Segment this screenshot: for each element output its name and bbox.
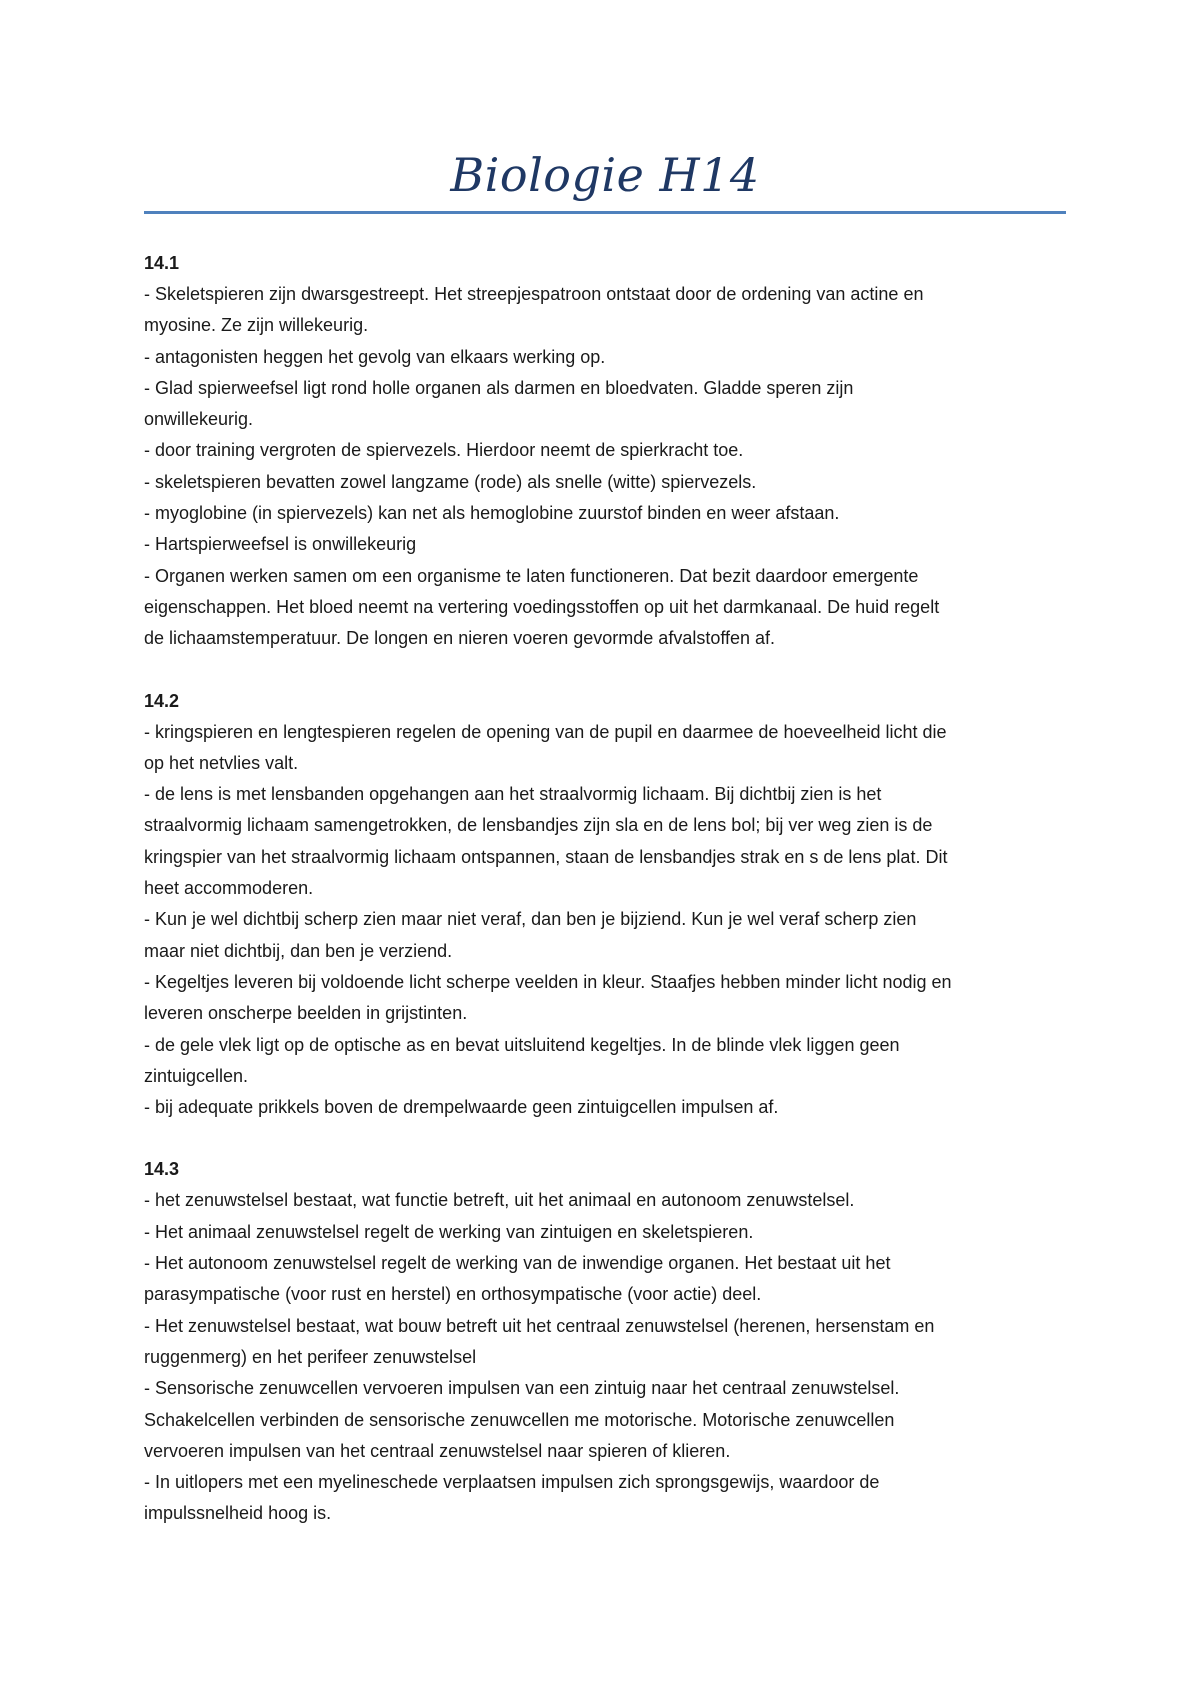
section-items <box>144 279 1066 655</box>
list-item: - Organen werken samen om een organisme te laten functioneren. Dat bezit daardoor emergente eigenschappen. Het bloed neemt na vertering voedingsstoffen op uit het darmkanaal. De huid regelt de lichaamstemperatuur. De longen en nieren voeren gevormde afvalstoffen af. <box>144 565 940 649</box>
title-underline-divider <box>144 211 1066 214</box>
section-heading: 14.3 <box>144 1159 180 1180</box>
section-items <box>144 1185 1066 1529</box>
list-item: - Kun je wel dichtbij scherp zien maar niet veraf, dan ben je bijziend. Kun je wel veraf scherp zien maar niet dichtbij, dan ben je verziend. <box>144 909 917 961</box>
list-item: - antagonisten heggen het gevolg van elkaars werking op. <box>144 346 606 367</box>
list-item: - Sensorische zenuwcellen vervoeren impulsen van een zintuig naar het centraal zenuwstelsel. Schakelcellen verbinden de sensorische zenuwcellen me motorische. Motorische zenuwcellen vervoeren impulsen van het centraal zenuwstelsel naar spieren of klieren. <box>144 1378 900 1461</box>
list-item: - In uitlopers met een myelineschede verplaatsen impulsen zich sprongsgewijs, waardoor de impulssnelheid hoog is. <box>144 1472 880 1524</box>
list-item: - Kegeltjes leveren bij voldoende licht scherpe veelden in kleur. Staafjes hebben minder licht nodig en leveren onscherpe beelden in grijstinten. <box>144 971 952 1024</box>
list-item: - de lens is met lensbanden opgehangen aan het straalvormig lichaam. Bij dichtbij zien is het straalvormig lichaam samengetrokken, de lensbandjes zijn sla en de lens bol; bij ver weg zien is de kringspier van het straalvormig lichaam ontspannen, staan de lensbandjes strak en s de lens plat. Dit heet accommoderen. <box>144 784 948 899</box>
section-14-2 <box>144 686 1066 1124</box>
section-items <box>144 717 1066 1124</box>
list-item: - Het zenuwstelsel bestaat, wat bouw betreft uit het centraal zenuwstelsel (herenen, hersenstam en ruggenmerg) en het perifeer zenuwstelsel <box>144 1315 935 1367</box>
list-item: - het zenuwstelsel bestaat, wat functie betreft, uit het animaal en autonoom zenuwstelsel. <box>144 1190 855 1211</box>
section-heading: 14.2 <box>144 690 180 711</box>
list-item: - de gele vlek ligt op de optische as en bevat uitsluitend kegeltjes. In de blinde vlek liggen geen zintuigcellen. <box>144 1034 900 1086</box>
list-item: - Het autonoom zenuwstelsel regelt de werking van de inwendige organen. Het bestaat uit het parasympatische (voor rust en herstel) en orthosympatische (voor actie) deel. <box>144 1253 891 1305</box>
list-item: - Skeletspieren zijn dwarsgestreept. Het streepjespatroon ontstaat door de ordening van actine en myosine. Ze zijn willekeurig. <box>144 284 924 336</box>
section-14-3 <box>144 1154 1066 1529</box>
list-item: - door training vergroten de spiervezels. Hierdoor neemt de spierkracht toe. <box>144 440 744 461</box>
list-item: - myoglobine (in spiervezels) kan net als hemoglobine zuurstof binden en weer afstaan. <box>144 503 840 524</box>
list-item: - Het animaal zenuwstelsel regelt de werking van zintuigen en skeletspieren. <box>144 1221 754 1242</box>
list-item: - Glad spierweefsel ligt rond holle organen als darmen en bloedvaten. Gladde speren zijn onwillekeurig. <box>144 377 854 430</box>
list-item: - bij adequate prikkels boven de drempelwaarde geen zintuigcellen impulsen af. <box>144 1097 779 1118</box>
list-item: - skeletspieren bevatten zowel langzame (rode) als snelle (witte) spiervezels. <box>144 471 757 492</box>
document-body <box>144 248 1066 1561</box>
section-14-1 <box>144 248 1066 655</box>
list-item: - kringspieren en lengtespieren regelen de opening van de pupil en daarmee de hoeveelheid licht die op het netvlies valt. <box>144 721 947 773</box>
list-item: - Hartspierweefsel is onwillekeurig <box>144 534 417 555</box>
page-title: Biologie H14 <box>450 148 760 202</box>
section-heading: 14.1 <box>144 253 180 273</box>
